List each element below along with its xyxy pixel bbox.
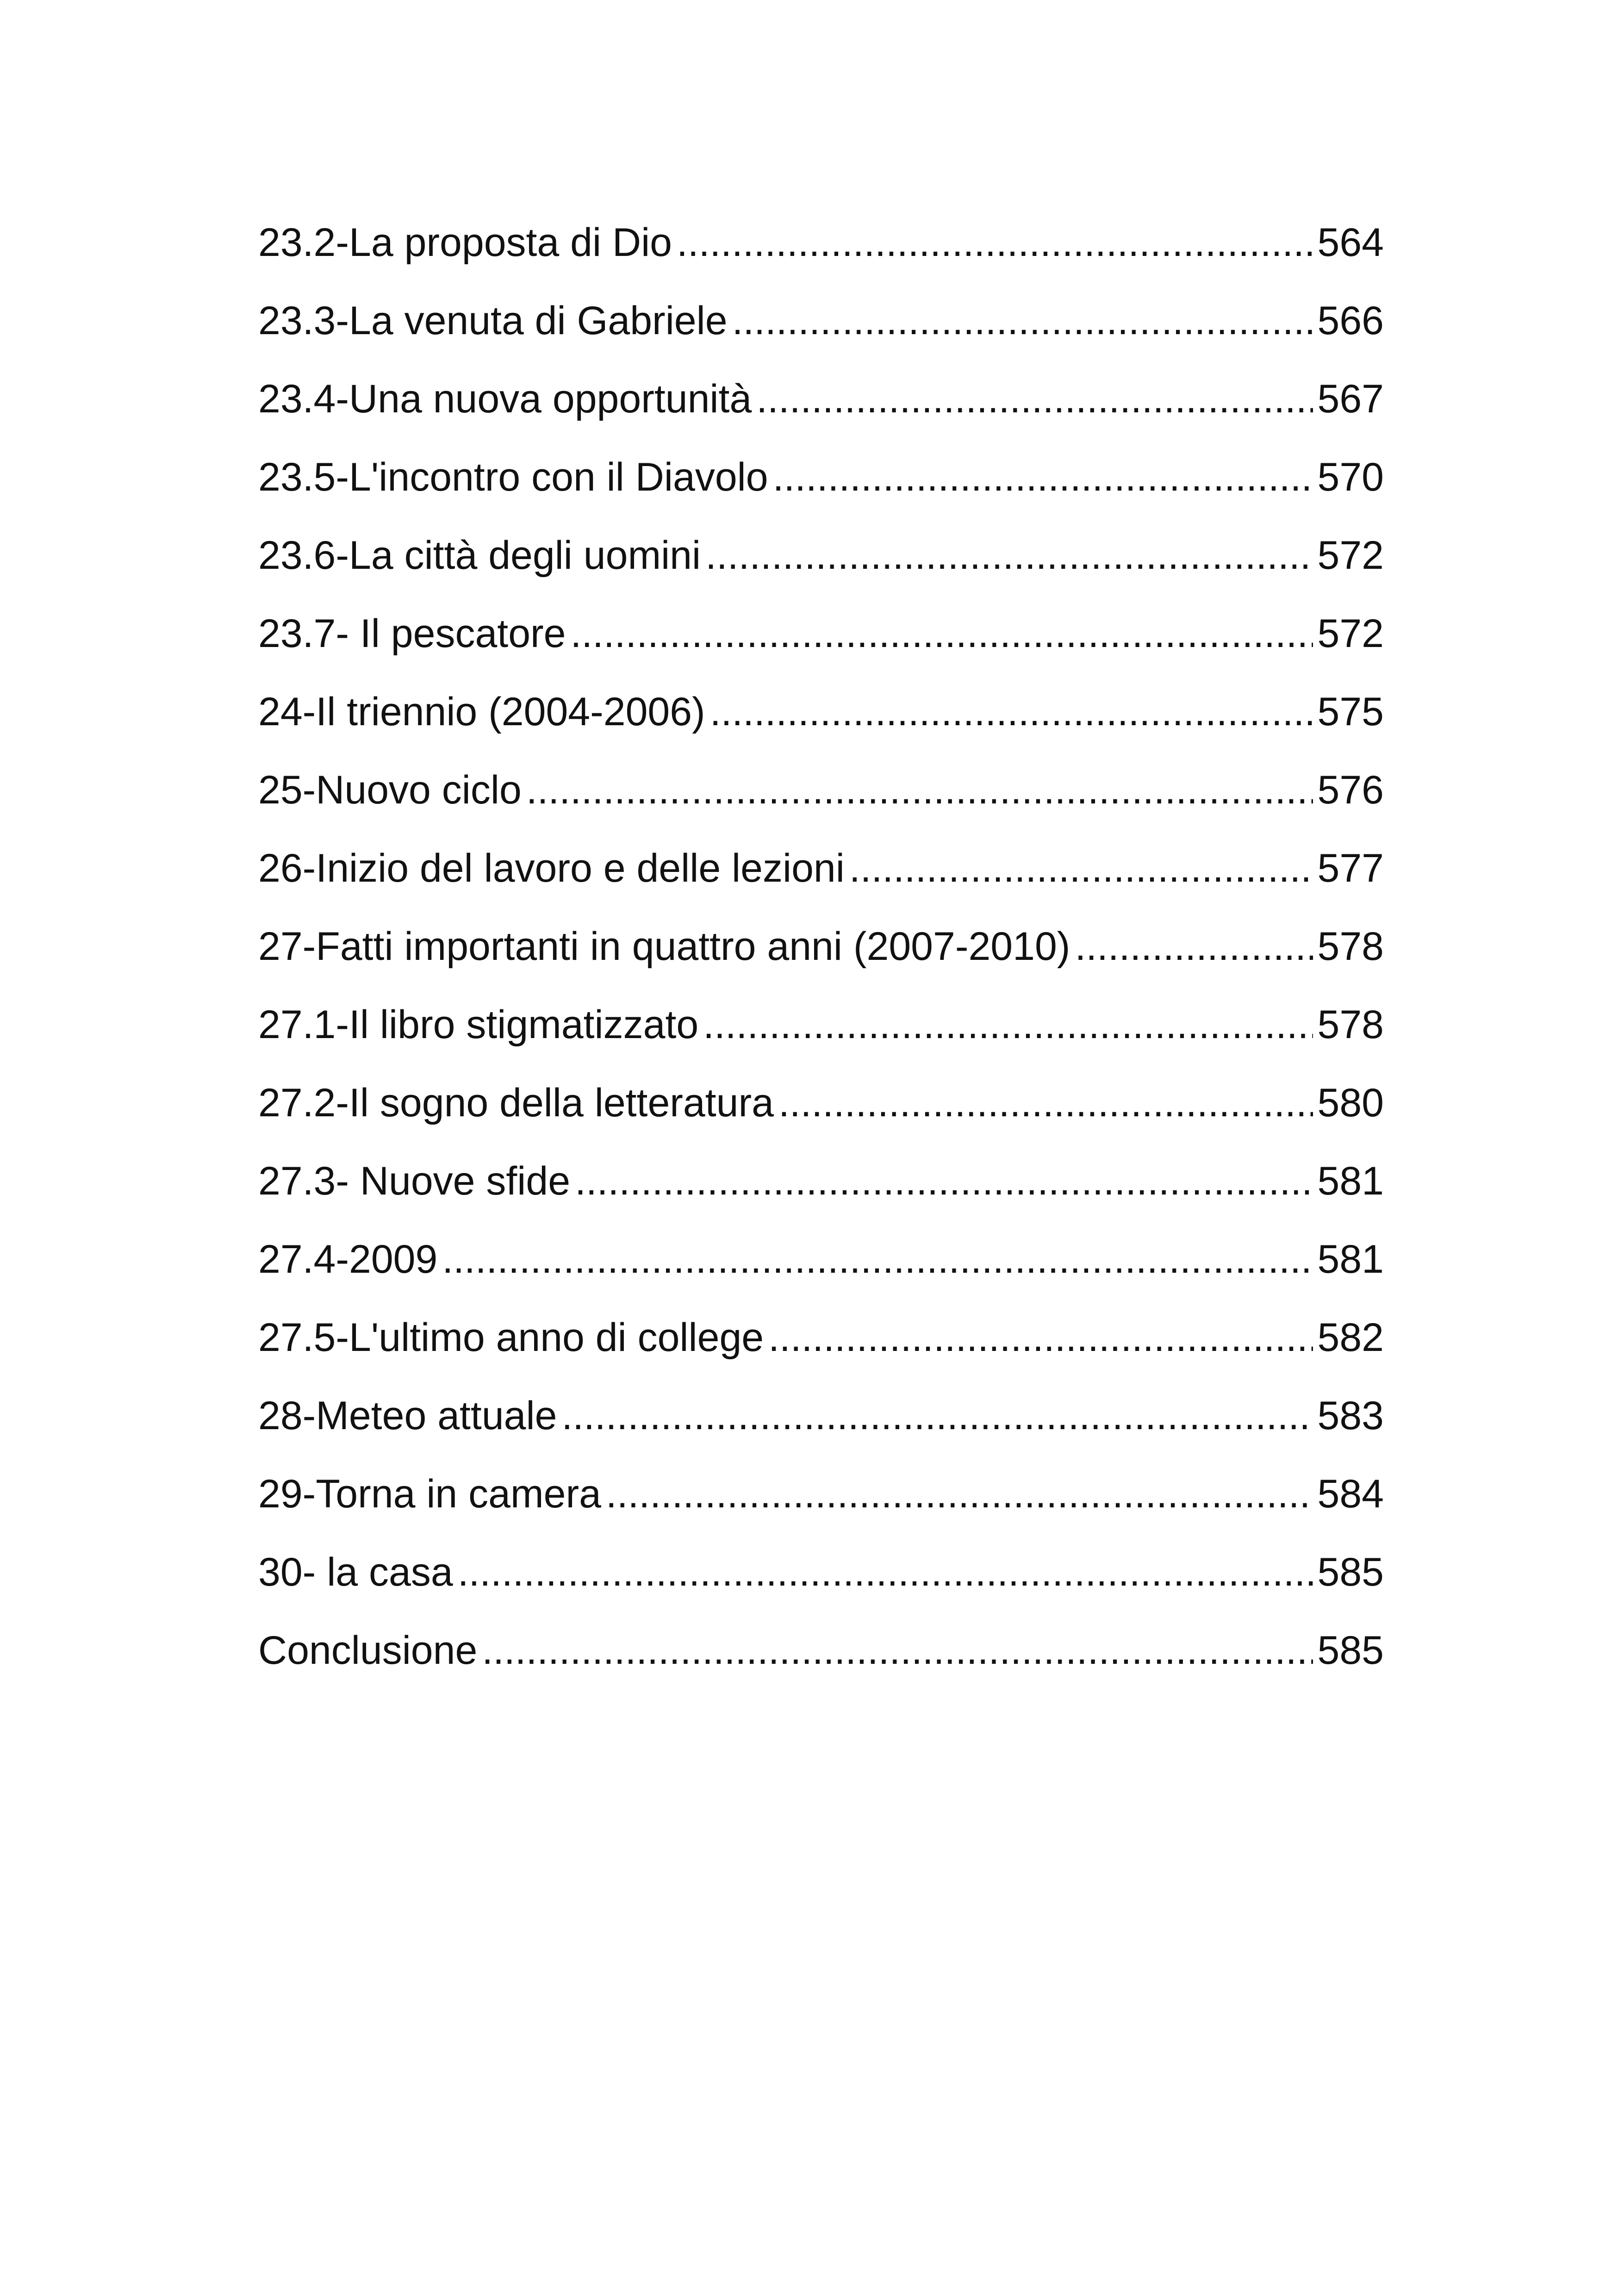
toc-entry[interactable] [258, 595, 1384, 673]
toc-entry-title: 27.5-L'ultimo anno di college [258, 1315, 764, 1360]
toc-entry[interactable] [258, 1612, 1384, 1690]
toc-entry-title: 27.2-Il sogno della letteratura [258, 1081, 774, 1125]
toc-entry-title: 27.1-Il libro stigmatizzato [258, 1002, 699, 1047]
toc-entry-page: 580 [1317, 1081, 1384, 1125]
toc-entry-title: 27.3- Nuove sfide [258, 1159, 571, 1203]
toc-entry-title: 25-Nuovo ciclo [258, 768, 522, 812]
toc-entry-title: 29-Torna in camera [258, 1472, 601, 1516]
toc-entry-page: 566 [1317, 299, 1384, 343]
toc-dot-leader [482, 1612, 1313, 1690]
toc-entry[interactable] [258, 1377, 1384, 1455]
toc-entry-page: 577 [1317, 846, 1384, 890]
toc-entry-title: 26-Inizio del lavoro e delle lezioni [258, 846, 845, 890]
toc-dot-leader [773, 438, 1313, 516]
toc-entry[interactable] [258, 1533, 1384, 1612]
toc-entry-page: 575 [1317, 690, 1384, 734]
toc-entry-title: 27.4-2009 [258, 1237, 438, 1282]
toc-entry-page: 578 [1317, 924, 1384, 969]
toc-entry-page: 570 [1317, 455, 1384, 499]
toc-dot-leader [703, 986, 1313, 1064]
toc-entry-title: 23.6-La città degli uomini [258, 533, 701, 578]
toc-entry-page: 572 [1317, 533, 1384, 578]
toc-dot-leader [442, 1220, 1313, 1299]
toc-entry-page: 576 [1317, 768, 1384, 812]
toc-entry[interactable] [258, 986, 1384, 1064]
toc-dot-leader [778, 1064, 1313, 1142]
toc-dot-leader [732, 282, 1313, 360]
toc-entry[interactable] [258, 360, 1384, 438]
toc-dot-leader [575, 1142, 1313, 1220]
toc-entry[interactable] [258, 751, 1384, 829]
toc-dot-leader [606, 1455, 1313, 1533]
toc-dot-leader [1075, 908, 1313, 986]
toc-entry-page: 584 [1317, 1472, 1384, 1516]
toc-entry-page: 581 [1317, 1159, 1384, 1203]
toc-entry-page: 585 [1317, 1628, 1384, 1673]
toc-entry-title: 23.5-L'incontro con il Diavolo [258, 455, 768, 499]
toc-entry[interactable] [258, 1299, 1384, 1377]
toc-dot-leader [710, 673, 1313, 751]
toc-dot-leader [677, 204, 1313, 282]
table-of-contents [258, 204, 1384, 1690]
toc-dot-leader [768, 1299, 1313, 1377]
toc-entry[interactable] [258, 829, 1384, 908]
toc-dot-leader [756, 360, 1313, 438]
toc-entry-title: 24-Il triennio (2004-2006) [258, 690, 705, 734]
toc-dot-leader [849, 829, 1313, 908]
toc-entry-title: 30- la casa [258, 1550, 453, 1594]
toc-entry-page: 567 [1317, 377, 1384, 421]
toc-dot-leader [570, 595, 1313, 673]
toc-entry-title: 23.3-La venuta di Gabriele [258, 299, 728, 343]
toc-entry-title: 28-Meteo attuale [258, 1394, 557, 1438]
toc-dot-leader [561, 1377, 1313, 1455]
toc-dot-leader [458, 1533, 1313, 1612]
toc-entry-page: 582 [1317, 1315, 1384, 1360]
toc-entry-page: 572 [1317, 611, 1384, 656]
toc-entry-title: Conclusione [258, 1628, 478, 1673]
toc-dot-leader [526, 751, 1313, 829]
toc-entry[interactable] [258, 1455, 1384, 1533]
toc-dot-leader [705, 516, 1313, 595]
toc-entry-title: 23.4-Una nuova opportunità [258, 377, 752, 421]
toc-entry[interactable] [258, 908, 1384, 986]
toc-entry-page: 583 [1317, 1394, 1384, 1438]
toc-entry[interactable] [258, 1064, 1384, 1142]
toc-entry-page: 578 [1317, 1002, 1384, 1047]
toc-entry[interactable] [258, 516, 1384, 595]
toc-entry[interactable] [258, 673, 1384, 751]
toc-entry[interactable] [258, 438, 1384, 516]
toc-entry-page: 585 [1317, 1550, 1384, 1594]
toc-entry-title: 27-Fatti importanti in quattro anni (2007-2010) [258, 924, 1070, 969]
toc-entry-page: 581 [1317, 1237, 1384, 1282]
toc-entry-title: 23.2-La proposta di Dio [258, 220, 672, 265]
toc-entry-page: 564 [1317, 220, 1384, 265]
toc-entry[interactable] [258, 1142, 1384, 1220]
toc-entry[interactable] [258, 204, 1384, 282]
toc-entry-title: 23.7- Il pescatore [258, 611, 566, 656]
toc-entry[interactable] [258, 1220, 1384, 1299]
toc-entry[interactable] [258, 282, 1384, 360]
